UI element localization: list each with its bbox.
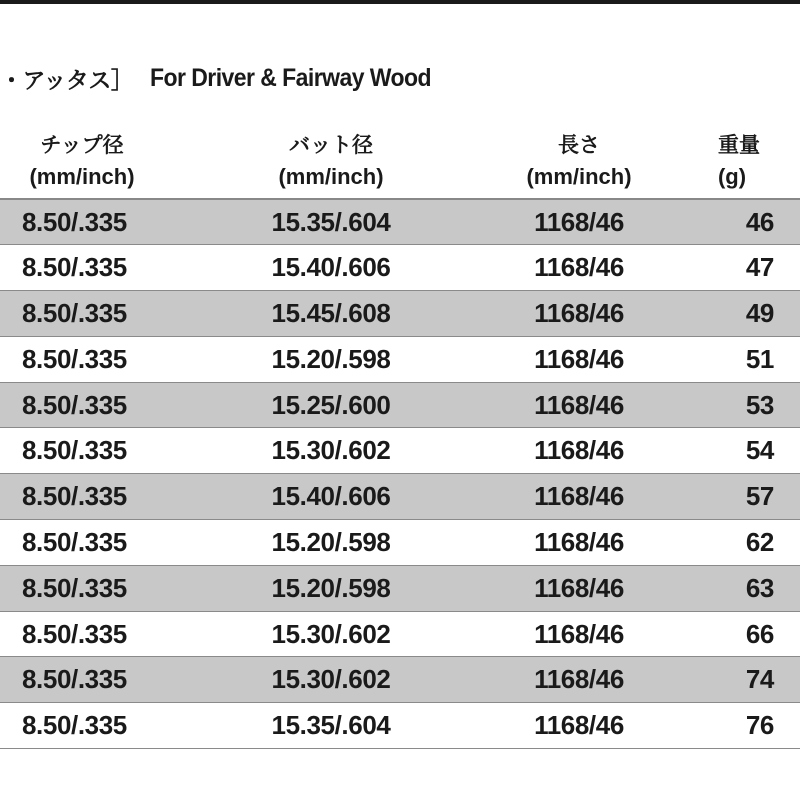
table-row — [0, 474, 800, 520]
length-cell: 1168/46 — [534, 481, 624, 512]
table-body — [0, 199, 800, 749]
weight-cell: 51 — [745, 343, 774, 374]
table-header-row — [0, 124, 800, 199]
weight-cell: 54 — [745, 435, 774, 466]
spec-table — [0, 124, 800, 749]
butt-diameter-cell: 15.25/.600 — [271, 389, 391, 420]
tip-diameter-cell: 8.50/.335 — [22, 297, 127, 328]
length-cell: 1168/46 — [534, 618, 624, 649]
length-cell: 1168/46 — [534, 710, 624, 741]
tip-diameter-cell: 8.50/.335 — [22, 618, 127, 649]
table-row — [0, 428, 800, 474]
column-header-tip-diameter: チップ径 (mm/inch) — [29, 133, 135, 189]
length-cell: 1168/46 — [534, 343, 624, 374]
butt-diameter-cell: 15.35/.604 — [271, 206, 391, 237]
weight-cell: 53 — [745, 389, 774, 420]
length-cell: 1168/46 — [534, 252, 624, 283]
tip-diameter-cell: 8.50/.335 — [22, 389, 127, 420]
butt-diameter-cell: 15.30/.602 — [271, 618, 391, 649]
tip-diameter-cell: 8.50/.335 — [22, 481, 127, 512]
length-cell: 1168/46 — [534, 435, 624, 466]
length-cell: 1168/46 — [534, 389, 624, 420]
weight-cell: 63 — [745, 572, 774, 603]
weight-cell: 74 — [745, 664, 774, 695]
weight-cell: 49 — [745, 297, 774, 328]
heading-title: For Driver & Fairway Wood — [150, 63, 432, 92]
length-cell: 1168/46 — [534, 664, 624, 695]
length-cell: 1168/46 — [534, 572, 624, 603]
butt-diameter-cell: 15.40/.606 — [271, 481, 391, 512]
table-row — [0, 291, 800, 337]
weight-cell: 62 — [745, 526, 774, 557]
tip-diameter-cell: 8.50/.335 — [22, 526, 127, 557]
weight-cell: 46 — [745, 206, 774, 237]
weight-cell: 47 — [745, 252, 774, 283]
table-row — [0, 199, 800, 245]
butt-diameter-cell: 15.30/.602 — [271, 664, 391, 695]
table-row — [0, 520, 800, 566]
butt-diameter-cell: 15.30/.602 — [271, 435, 391, 466]
weight-cell: 57 — [745, 481, 774, 512]
heading-jp-fragment: ・アッタス］ — [0, 67, 134, 94]
table-row — [0, 245, 800, 291]
weight-cell: 76 — [745, 710, 774, 741]
butt-diameter-cell: 15.45/.608 — [271, 297, 391, 328]
section-heading — [0, 60, 455, 96]
length-cell: 1168/46 — [534, 526, 624, 557]
column-header-weight: 重量 (g) — [717, 133, 760, 189]
table-row — [0, 657, 800, 703]
table-row — [0, 611, 800, 657]
table-row — [0, 703, 800, 749]
table-row — [0, 382, 800, 428]
tip-diameter-cell: 8.50/.335 — [22, 710, 127, 741]
tip-diameter-cell: 8.50/.335 — [22, 572, 127, 603]
tip-diameter-cell: 8.50/.335 — [22, 435, 127, 466]
butt-diameter-cell: 15.20/.598 — [271, 526, 391, 557]
tip-diameter-cell: 8.50/.335 — [22, 664, 127, 695]
tip-diameter-cell: 8.50/.335 — [22, 252, 127, 283]
tip-diameter-cell: 8.50/.335 — [22, 206, 127, 237]
weight-cell: 66 — [745, 618, 774, 649]
butt-diameter-cell: 15.40/.606 — [271, 252, 391, 283]
table-row — [0, 565, 800, 611]
column-header-butt-diameter: バット径 (mm/inch) — [278, 133, 384, 189]
butt-diameter-cell: 15.35/.604 — [271, 710, 391, 741]
top-rule — [0, 0, 800, 4]
butt-diameter-cell: 15.20/.598 — [271, 572, 391, 603]
tip-diameter-cell: 8.50/.335 — [22, 343, 127, 374]
length-cell: 1168/46 — [534, 206, 624, 237]
length-cell: 1168/46 — [534, 297, 624, 328]
column-header-length: 長さ (mm/inch) — [526, 133, 632, 189]
table-row — [0, 336, 800, 382]
butt-diameter-cell: 15.20/.598 — [271, 343, 391, 374]
